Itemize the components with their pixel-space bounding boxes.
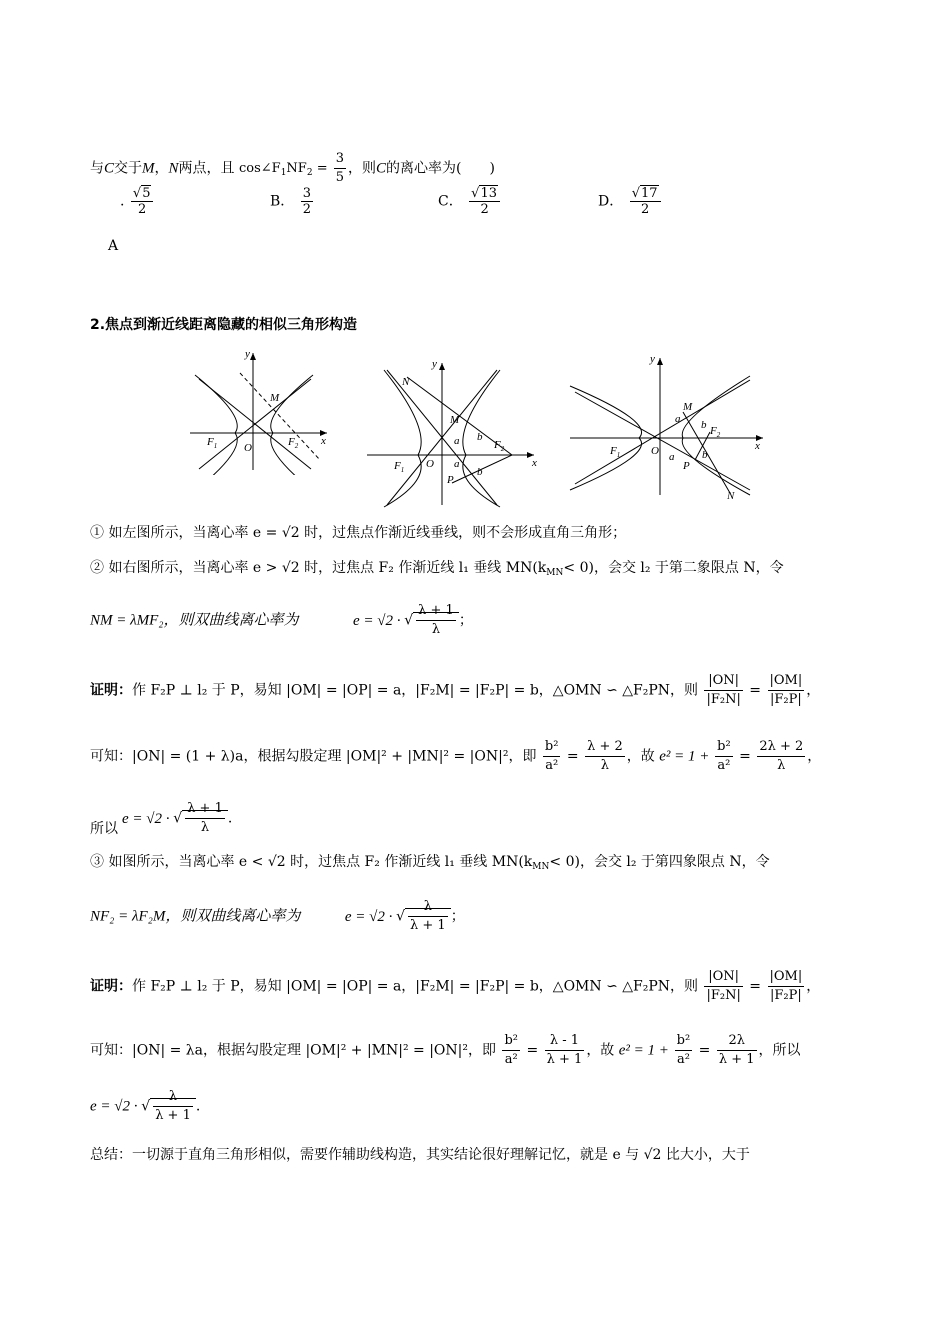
- svg-text:F1: $F_1$: [610, 445, 621, 459]
- svg-text:F2: $F_2$: [710, 425, 721, 439]
- fig1-x-label: x: [321, 435, 326, 447]
- summary-line: 总结：一切源于直角三角形相似，需要作辅助线构造，其实结论很好理解记忆，就是 e 与 √2 比大小，大于: [90, 1147, 750, 1163]
- svg-text:a: a: [675, 413, 681, 425]
- svg-text:b: b: [477, 431, 483, 443]
- intro-line: 与C交于M，N两点，且 $\cos\angle F_1NF_2$ = $\frac{3}{5}$ ，则C的离心率为( ): [90, 151, 495, 185]
- svg-text:P: P: [683, 460, 690, 472]
- svg-text:F1: $F_1$: [394, 460, 405, 474]
- fig1-y-label: y: [245, 348, 250, 360]
- fig1-origin-label: O: [244, 442, 252, 454]
- proof-1-know-line: 可知：|ON| = (1 + λ)a，根据勾股定理 |OM|² + |MN|² = |ON|²，即 $\frac{\text{b²}}{\text{a²}}$ = $\frac{\lambda + 2}{\lambda}$ ，故 e² = 1 + $\frac{\text{b²}}{\text{a²}}$ = $\frac{2\lambda + 2}{\lambda}$ ，: [90, 739, 822, 773]
- svg-text:x: x: [755, 440, 760, 452]
- paragraph-case-1: ① 如左图所示，当离心率 e = √2 时，过焦点作渐近线垂线，则不会形成直角三角形；: [90, 525, 627, 541]
- proof-2-know-line: 可知：|ON| = λa，根据勾股定理 |OM|² + |MN|² = |ON|²，即 $\frac{\text{b²}}{\text{a²}}$ = $\frac{\lambda - 1}{\lambda + 1}$ ，故 e² = 1 + $\frac{\text{b²}}{\text{a²}}$ = $\frac{2\lambda}{\lambda + 1}$ ，所以: [90, 1033, 801, 1067]
- proof-2-conclusion: e = √2 · √ $\frac{\lambda}{\lambda + 1}$ .: [90, 1089, 201, 1123]
- svg-text:y: y: [432, 358, 437, 370]
- svg-text:N: N: [402, 376, 410, 388]
- svg-text:N: N: [727, 490, 735, 500]
- figure-hyperbola-middle: [362, 355, 542, 510]
- svg-text:a: a: [454, 458, 460, 470]
- choice-c[interactable]: C． $\frac{√13}{2}$: [438, 186, 502, 217]
- suoyi-label: 所以: [90, 821, 118, 837]
- svg-text:b: b: [701, 419, 707, 431]
- svg-text:x: x: [532, 457, 537, 469]
- svg-text:a: a: [454, 435, 460, 447]
- case-3-formula-line: NF₂ = λF₂M，则双曲线离心率为 e = √2 · √ $\frac{\lambda}{\lambda + 1}$ ；: [90, 899, 465, 933]
- paragraph-case-2: ② 如右图所示，当离心率 e > √2 时，过焦点 F₂ 作渐近线 l₁ 垂线 $MN(k_{MN}< 0)$，会交 l₂ 于第二象限点 N，令: [90, 560, 784, 578]
- case-2-formula-line: NM = λMF₂，则双曲线离心率为 e = √2 · √ $\frac{\lambda + 1}{\lambda}$ ；: [90, 603, 473, 637]
- svg-text:y: y: [650, 353, 655, 365]
- proof-1-conclusion: e = √2 · √ $\frac{\lambda + 1}{\lambda}$ .: [122, 801, 233, 835]
- choice-b[interactable]: B． $\frac{3}{2}$: [270, 186, 312, 217]
- cos-expression: $\cos\angle F_1NF_2$ = $\frac{3}{5}$: [238, 151, 345, 185]
- choice-a-label: A: [108, 238, 119, 254]
- fig1-f1-label: $F_1$: [207, 436, 218, 450]
- svg-text:b: b: [702, 449, 708, 461]
- fig1-f2-label: $F_2$: [288, 436, 299, 450]
- svg-text:M: M: [683, 401, 693, 413]
- proof-2-line: 证明：作 F₂P ⊥ l₂ 于 P，易知 |OM| = |OP| = a，|F₂M| = |F₂P| = b，△OMN ∽ △F₂PN，则 $\frac{|ON|}{\text{|F₂N|}}$ = $\frac{|OM|}{\text{|F₂P|}}$ ，: [90, 969, 821, 1003]
- svg-text:M: M: [450, 414, 460, 426]
- svg-text:O: O: [426, 458, 434, 470]
- svg-text:F2: $F_2$: [494, 439, 505, 453]
- figure-hyperbola-right: [565, 350, 770, 500]
- section-title: 2.焦点到渐近线距离隐藏的相似三角形构造: [90, 317, 358, 333]
- paragraph-case-3: ③ 如图所示，当离心率 e < √2 时，过焦点 F₂ 作渐近线 l₁ 垂线 $MN(k_{MN}< 0)$，会交 l₂ 于第四象限点 N，令: [90, 854, 770, 872]
- figure-hyperbola-left: [185, 345, 335, 475]
- choice-d[interactable]: D． $\frac{√17}{2}$: [598, 186, 663, 217]
- svg-text:b: b: [477, 466, 483, 478]
- fig1-m-label: M: [270, 392, 280, 404]
- svg-text:a: a: [669, 451, 675, 463]
- svg-text:O: O: [651, 445, 659, 457]
- svg-text:P: P: [447, 474, 454, 486]
- proof-1-line: 证明：作 F₂P ⊥ l₂ 于 P，易知 |OM| = |OP| = a，|F₂M| = |F₂P| = b，△OMN ∽ △F₂PN，则 $\frac{|ON|}{\text{|F₂N|}}$ = $\frac{|OM|}{\text{|F₂P|}}$ ，: [90, 673, 821, 707]
- choice-a[interactable]: . $\frac{√5}{2}$: [120, 186, 155, 217]
